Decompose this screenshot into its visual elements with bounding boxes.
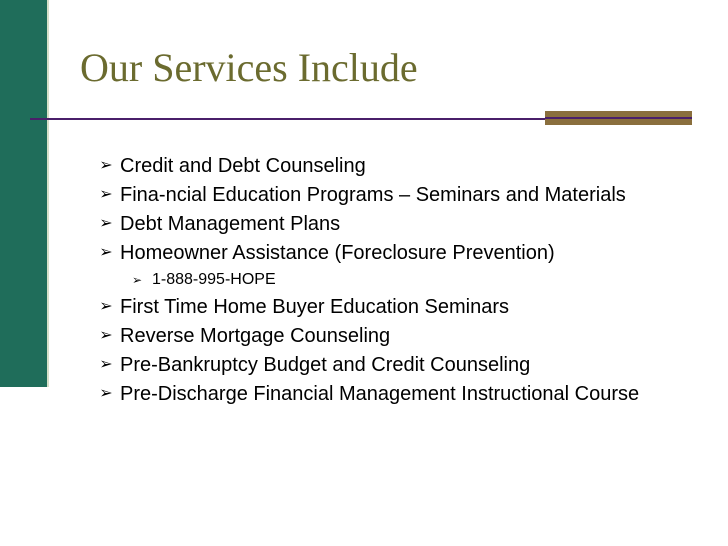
list-item: [98, 353, 658, 377]
list-item-text: Pre-Bankruptcy Budget and Credit Counseling: [120, 354, 531, 376]
arrow-bullet-icon: ➢: [99, 385, 113, 402]
slide-title: Our Services Include: [80, 45, 418, 90]
arrow-bullet-icon: ➢: [99, 327, 113, 344]
list-item-text: Fina-ncial Education Programs – Seminars and Materials: [120, 184, 626, 206]
sub-list-item: [98, 270, 658, 290]
list-item: [98, 295, 658, 319]
list-item-text: Credit and Debt Counseling: [120, 155, 366, 177]
list-item-text: Reverse Mortgage Counseling: [120, 325, 391, 347]
list-item-text: Debt Management Plans: [120, 213, 341, 235]
arrow-bullet-icon: ➢: [99, 244, 113, 261]
left-decorative-bar: [0, 0, 47, 387]
arrow-bullet-icon: ➢: [132, 273, 143, 287]
arrow-bullet-icon: ➢: [99, 186, 113, 203]
arrow-bullet-icon: ➢: [99, 298, 113, 315]
sub-list-item-text: 1-888-995-HOPE: [152, 271, 276, 288]
list-item-text: Pre-Discharge Financial Management Instructional Course: [120, 383, 640, 405]
list-item-text: First Time Home Buyer Education Seminars: [120, 296, 510, 318]
arrow-bullet-icon: ➢: [99, 215, 113, 232]
title-accent-block: [545, 111, 692, 125]
list-item: [98, 241, 658, 265]
left-bar-divider: [47, 0, 49, 387]
list-item-text: Homeowner Assistance (Foreclosure Prevention): [120, 242, 555, 264]
list-item: [98, 382, 658, 406]
list-item: [98, 212, 658, 236]
arrow-bullet-icon: ➢: [99, 356, 113, 373]
services-list: [98, 154, 658, 411]
list-item: [98, 154, 658, 178]
list-item: [98, 183, 658, 207]
arrow-bullet-icon: ➢: [99, 157, 113, 174]
list-item: [98, 324, 658, 348]
